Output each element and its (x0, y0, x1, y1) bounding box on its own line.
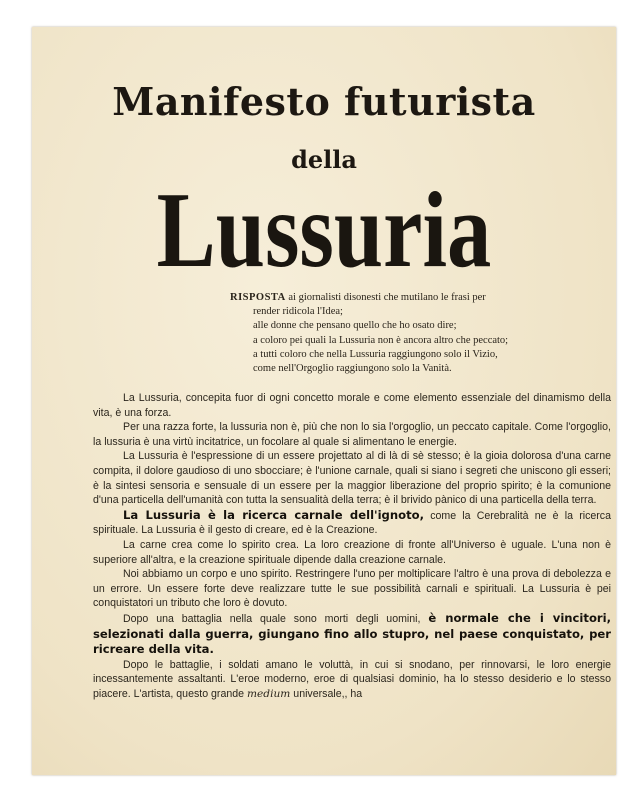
paragraph-6b (93, 611, 611, 658)
paragraph-2: Per una razza forte, la lussuria non è, più che non lo sia l'orgoglio, un peccato capitale. Come l'orgoglio, la lussuria è una virtù incitatrice, un focolare al quale si alimentano le energie. (93, 421, 611, 448)
paragraph-4-rest: come la Cerebralità ne è la ricerca spirituale. La Lussuria è il gesto di creare, ed è la Creazione. (93, 509, 611, 537)
title-line-2: della (291, 145, 357, 174)
paragraph-6b-bold: è normale che i vincitori, selezionati dalla guerra, giungano fino allo stupro, nel paese conquistato, per ricreare della vita. (93, 610, 611, 657)
risposta-line-4: a coloro pei quali la Lussuria non è ancora altro che peccato; (253, 334, 509, 346)
manifesto-sheet (32, 27, 616, 775)
risposta-line-3: alle donne che pensano quello che ho osato dire; (253, 320, 457, 332)
risposta-label: RISPOSTA (230, 292, 286, 303)
paragraph-7-start: Dopo le battaglie, i soldati amano le voluttà, in cui si snodano, per rinnovarsi, le loro energie incessantemente assaltanti. L'eroe moderno, eroe di qualsiasi dominio, ha lo stesso desiderio e lo stesso piacere. L'artista, questo grande (93, 658, 611, 700)
paragraph-1: La Lussuria, concepita fuor di ogni concetto morale e come elemento essenziale del dinamismo della vita, è una forza. (93, 392, 611, 419)
risposta-block (230, 291, 570, 376)
risposta-line-2: render ridicola l'Idea; (253, 306, 343, 318)
title-line-1: Manifesto futurista (112, 79, 536, 124)
paragraph-7-italic: medium (246, 687, 291, 700)
manifesto-body (93, 391, 611, 701)
risposta-line-6: come nell'Orgoglio raggiungono solo la Vanità. (253, 363, 452, 375)
paragraph-4-bold: La Lussuria è la ricerca carnale dell'ignoto, (123, 507, 424, 522)
paragraph-7-end: universale,, ha (293, 687, 363, 700)
paragraph-7 (93, 658, 611, 702)
risposta-text-1: ai giornalisti disonesti che mutilano le frasi per (288, 292, 486, 303)
paragraph-6: Noi abbiamo un corpo e uno spirito. Restringere l'uno per moltiplicare l'altro è una prova di debolezza e un errore. Un essere forte deve realizzare tutte le sue possibilità carnali e spirituali. La Lussuria è pei conquistatori un tributo che loro è dovuto. (93, 568, 611, 610)
title-line-3: Lussuria (156, 171, 492, 290)
paragraph-3: La Lussuria è l'espressione di un essere projettato al di là di sè stesso; è la gioia dolorosa d'una carne compita, il dolore gaudioso di uno sbocciare; è l'unione carnale, quali si siano i segreti che uniscono gli esseri; è la sintesi sensoria e sensuale di un essere per la maggior liberazione del proprio spirito; è la comunione d'una particella dell'umanità con tutta la sensualità della terra; è il brivido pànico di una particella della terra. (93, 450, 611, 507)
risposta-line-5: a tutti coloro che nella Lussuria raggiungono solo il Vizio, (253, 348, 498, 360)
paragraph-5: La carne crea come lo spirito crea. La loro creazione di fronte all'Universo è uguale. L'una non è superiore all'altra, e la creazione spirituale dipende dalla creazione carnale. (93, 538, 611, 566)
paragraph-4 (93, 508, 611, 538)
paragraph-6b-start: Dopo una battaglia nella quale sono morti degli uomini, (123, 612, 421, 625)
risposta-line-1 (230, 291, 570, 305)
